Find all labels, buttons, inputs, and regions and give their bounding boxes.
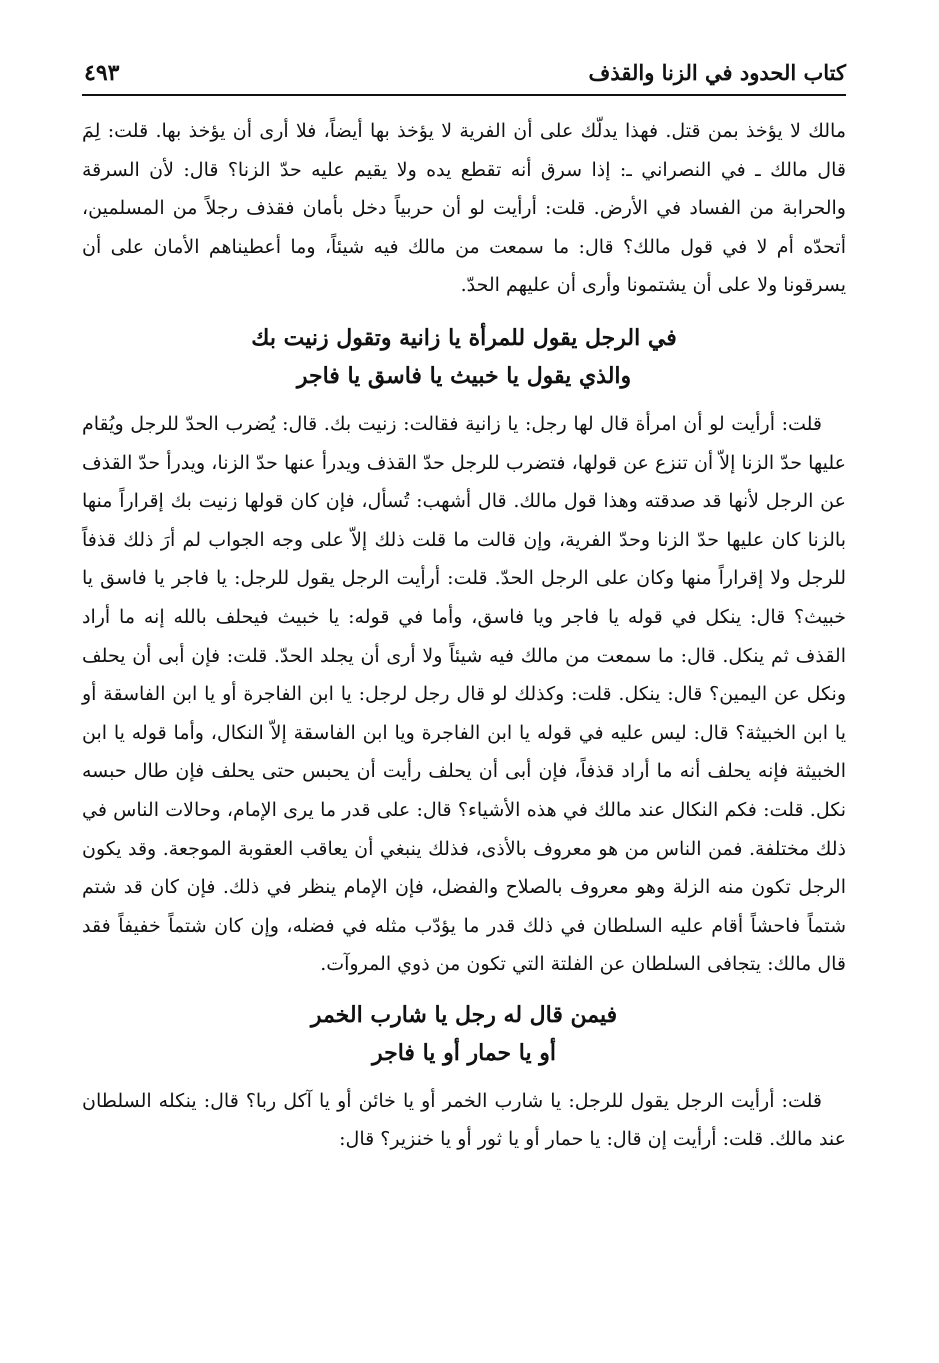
section-heading-1-line-1: في الرجل يقول للمرأة يا زانية وتقول زنيت بك xyxy=(251,324,677,351)
running-title: كتاب الحدود في الزنا والقذف xyxy=(588,60,846,85)
section-heading-1-line-2: والذي يقول يا خبيث يا فاسق يا فاجر xyxy=(296,362,632,389)
running-header xyxy=(82,58,846,96)
paragraph-3: قلت: أرأيت الرجل يقول للرجل: يا شارب الخمر أو يا خائن أو يا آكل ربا؟ قال: ينكله السلطان عند مالك. قلت: أرأيت إن قال: يا حمار أو يا ثور أو يا خنزير؟ قال: xyxy=(82,1089,846,1151)
paragraph-1: مالك لا يؤخذ بمن قتل. فهذا يدلّك على أن الفرية لا يؤخذ بها أيضاً، فلا أرى أن يؤخذ بها. قلت: لِمَ قال مالك ـ في النصراني ـ: إذا سرق أنه تقطع يده ولا يقيم عليه حدّ الزنا؟ قال: لأن السرقة والحرابة من الفساد في الأرض. قلت: أرأيت لو أن حربياً دخل بأمان فقذف رجلاً من المسلمين، أتحدّه أم لا في قول مالك؟ قال: ما سمعت من مالك فيه شيئاً، وما أعطيناهم الأمان على أن يسرقونا ولا على أن يشتمونا وأرى أن عليهم الحدّ. xyxy=(82,120,846,297)
paragraph-2: قلت: أرأيت لو أن امرأة قال لها رجل: يا زانية فقالت: زنيت بك. قال: يُضرب الحدّ للرجل ويُقام عليها حدّ الزنا إلاّ أن تنزع عن قولها، فتضرب للرجل حدّ القذف ويدرأ عنها حدّ الزنا، ويدرأ حدّ القذف عن الرجل لأنها قد صدقته وهذا قول مالك. قال أشهب: تُسأل، فإن كان قولها زنيت بك إقراراً منها بالزنا كان عليها حدّ الزنا وحدّ الفرية، وإن قالت ما قلت ذلك إلاّ على وجه الجواب لم أرَ ذلك قذفاً للرجل ولا إقراراً منها وكان على الرجل الحدّ. قلت: أرأيت الرجل يقول للرجل: يا فاجر يا فاسق يا خبيث؟ قال: ينكل في قوله يا فاجر ويا فاسق، وأما في قوله: يا خبيث فيحلف بالله إنه ما أراد القذف ثم ينكل. قال: ما سمعت من مالك فيه شيئاً ولا أرى أن يجلد الحدّ. قلت: فإن أبى أن يحلف ونكل عن اليمين؟ قال: ينكل. قلت: وكذلك لو قال رجل لرجل: يا ابن الفاجرة أو يا ابن الفاسقة أو يا ابن الخبيثة؟ قال: ليس عليه في قوله يا ابن الفاجرة ويا ابن الفاسقة إلاّ النكال، وأما قوله يا ابن الخبيثة فإنه يحلف أنه ما أراد قذفاً، فإن أبى أن يحلف رأيت أن يحبس حتى يحلف فإن طال حبسه نكل. قلت: فكم النكال عند مالك في هذه الأشياء؟ قال: على قدر ما يرى الإمام، وحالات الناس في ذلك مختلفة. فمن الناس من هو معروف بالأذى، فذلك ينبغي أن يعاقب العقوبة الموجعة. وقد يكون الرجل تكون منه الزلة وهو معروف بالصلاح والفضل، فإن الإمام ينظر في ذلك. فإن كان قد شتم شتماً فاحشاً أقام عليه السلطان في ذلك قدر ما يؤدّب مثله في فضله، وإن كان شتماً خفيفاً فقد قال مالك: يتجافى السلطان عن الفلتة التي تكون من ذوي المروآت. xyxy=(82,412,846,976)
section-heading-2-line-1: فيمن قال له رجل يا شارب الخمر xyxy=(310,1001,618,1028)
section-heading-1 xyxy=(82,319,846,395)
page-number: ٤٩٣ xyxy=(84,60,120,86)
body-text xyxy=(82,112,846,1159)
section-heading-2-line-2: أو يا حمار أو يا فاجر xyxy=(371,1039,557,1066)
section-heading-2 xyxy=(82,996,846,1072)
